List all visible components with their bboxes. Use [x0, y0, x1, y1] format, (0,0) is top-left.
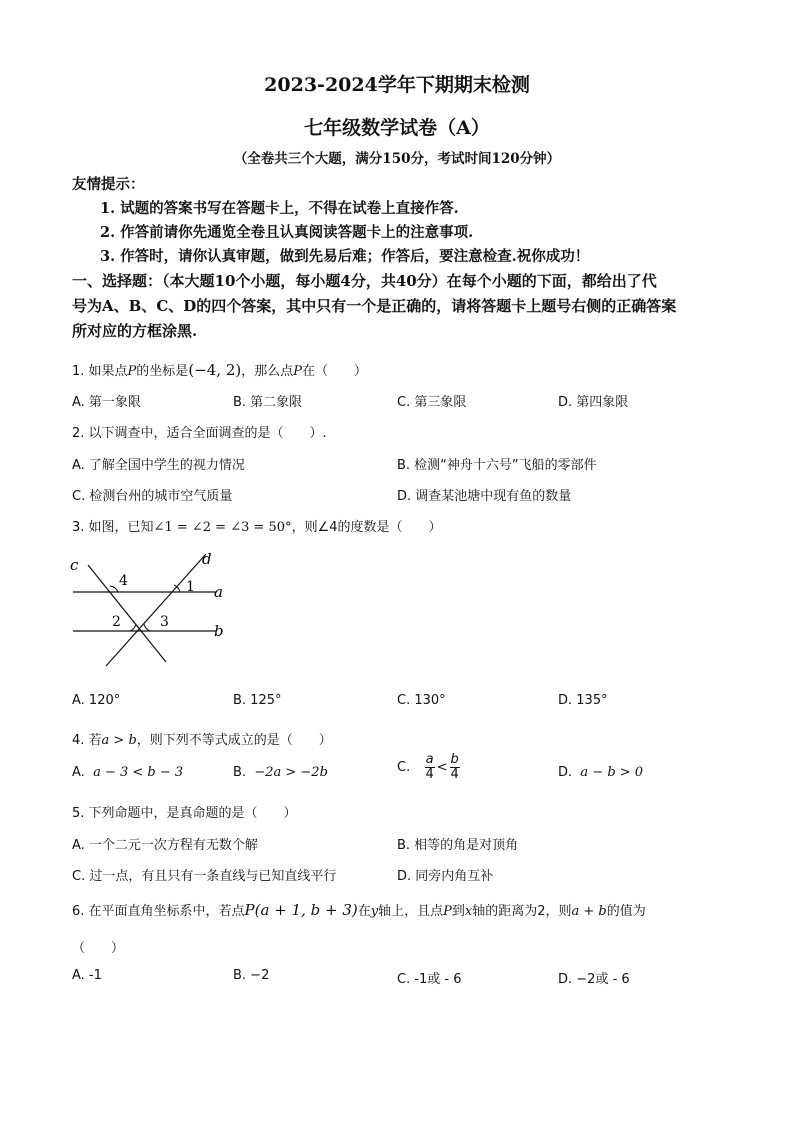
option-d: D. 135°	[558, 693, 608, 708]
section-heading: 一、选择题：（本大题10个小题，每小题4分，共40分）在每个小题的下面，都给出了代	[72, 272, 657, 290]
option-d: D. a − b > 0	[558, 765, 644, 780]
tip-item: 1. 试题的答案书写在答题卡上，不得在试卷上直接作答.	[100, 200, 459, 217]
fraction: $\frac{a}{4}$	[425, 752, 434, 782]
angle-arc	[110, 586, 118, 592]
option-a: A. a − 3 < b − 3	[72, 765, 184, 780]
question-5: 5. 下列命题中，是真命题的是（ ）	[72, 806, 297, 821]
geometry-figure	[68, 548, 238, 673]
tips-label: 友情提示：	[72, 176, 145, 193]
question-1: 1. 如果点P的坐标是(−4, 2)，那么点P在（ ）	[72, 361, 367, 379]
option-a: A. 了解全国中学生的视力情况	[72, 458, 245, 473]
option-c: C. 过一点，有且只有一条直线与已知直线平行	[72, 869, 337, 884]
label-b: b	[214, 622, 224, 640]
section-heading: 所对应的方框涂黑.	[72, 322, 198, 340]
option-b: B. −2a > −2b	[233, 765, 328, 780]
option-c: C. -1或 - 6	[397, 972, 462, 987]
label-a: a	[214, 583, 223, 601]
option-b: B. 125°	[233, 693, 282, 708]
angle-label-1: 1	[186, 579, 195, 595]
fraction: $\frac{b}{4}$	[450, 752, 459, 782]
option-a: A. 120°	[72, 693, 121, 708]
angle-arc	[130, 624, 136, 631]
option-a: A. 一个二元一次方程有无数个解	[72, 838, 258, 853]
option-d: D. 第四象限	[558, 395, 629, 410]
option-c: C. 第三象限	[397, 395, 467, 410]
angle-label-2: 2	[112, 614, 121, 630]
option-d: D. 调查某池塘中现有鱼的数量	[397, 489, 572, 504]
exam-title: 2023-2024学年下期期末检测	[264, 74, 530, 96]
option-d: D. 同旁内角互补	[397, 869, 494, 884]
option-c: C. 检测台州的城市空气质量	[72, 489, 233, 504]
tip-item: 3. 作答时，请你认真审题，做到先易后难；作答后，要注意检查.祝你成功！	[100, 248, 590, 265]
option-d: D. −2或 - 6	[558, 972, 630, 987]
question-2: 2. 以下调查中，适合全面调查的是（ ）.	[72, 426, 327, 441]
option-b: B. 相等的角是对顶角	[397, 838, 519, 853]
label-d: d	[202, 550, 212, 568]
question-3: 3. 如图，已知∠1 = ∠2 = ∠3 = 50°，则∠4的度数是（ ）	[72, 520, 442, 535]
section-heading: 号为A、B、C、D的四个答案，其中只有一个是正确的，请将答题卡上题号右侧的正确答案	[72, 297, 677, 315]
angle-label-3: 3	[160, 614, 169, 630]
option-b: B. 检测“神舟十六号”飞船的零部件	[397, 458, 597, 473]
tip-item: 2. 作答前请你先通览全卷且认真阅读答题卡上的注意事项.	[100, 224, 474, 241]
option-b: B. −2	[233, 968, 270, 983]
option-c: C. 130°	[397, 693, 446, 708]
question-6-paren: （ ）	[72, 941, 125, 956]
angle-arc	[144, 624, 150, 631]
label-c: c	[70, 556, 79, 574]
option-a: A. 第一象限	[72, 395, 141, 410]
exam-subtitle: 七年级数学试卷（A）	[304, 117, 490, 139]
question-6: 6. 在平面直角坐标系中，若点P(a + 1, b + 3)在y轴上，且点P到x轴的距离为2，则a + b的值为	[72, 901, 646, 919]
option-c: C. $\frac{a}{4}$ < $\frac{b}{4}$	[397, 752, 459, 782]
question-4: 4. 若a > b，则下列不等式成立的是（ ）	[72, 733, 332, 748]
exam-note: （全卷共三个大题，满分150分，考试时间120分钟）	[233, 151, 561, 167]
option-b: B. 第二象限	[233, 395, 303, 410]
option-a: A. -1	[72, 968, 102, 983]
angle-label-4: 4	[119, 573, 128, 589]
